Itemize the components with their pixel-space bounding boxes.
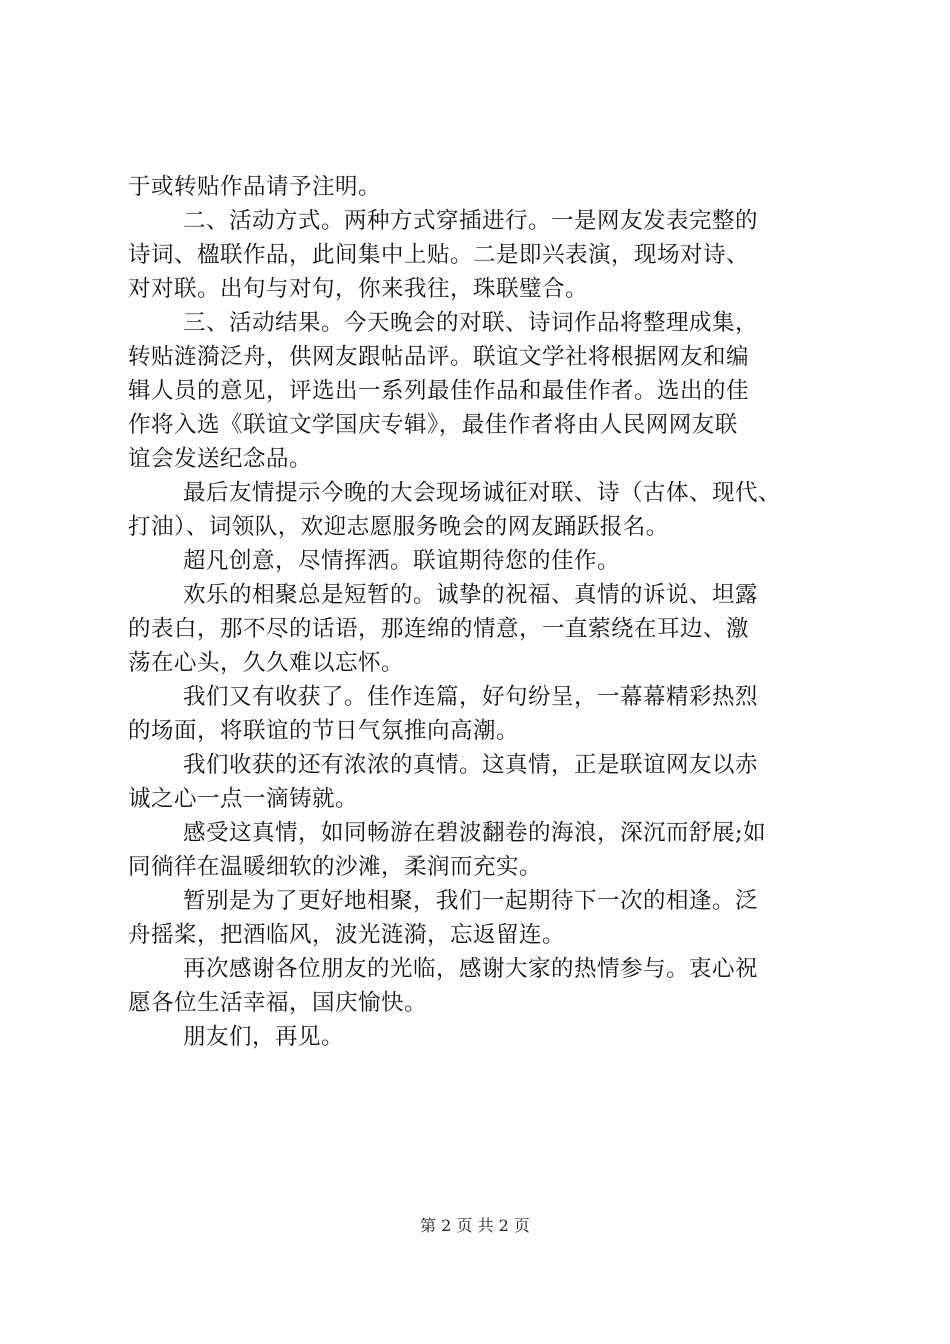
text-line: 最后友情提示今晚的大会现场诚征对联、诗（古体、现代、 — [183, 480, 782, 506]
text-line: 诚之心一点一滴铸就。 — [128, 786, 359, 812]
text-line: 超凡创意，尽情挥洒。联谊期待您的佳作。 — [183, 548, 621, 574]
text-line: 三、活动结果。今天晚会的对联、诗词作品将整理成集， — [183, 310, 759, 336]
text-line: 作将入选《联谊文学国庆专辑》，最佳作者将由人民网网友联 — [128, 412, 738, 438]
text-line: 我们收获的还有浓浓的真情。这真情，正是联谊网友以赤 — [183, 752, 759, 778]
text-line: 朋友们，再见。 — [183, 1024, 345, 1050]
text-line: 再次感谢各位朋友的光临，感谢大家的热情参与。衷心祝 — [183, 956, 759, 982]
text-line: 感受这真情，如同畅游在碧波翻卷的海浪，深沉而舒展;如 — [183, 820, 767, 846]
text-line: 同徜徉在温暖细软的沙滩，柔润而充实。 — [128, 854, 543, 880]
text-line: 愿各位生活幸福，国庆愉快。 — [128, 990, 428, 1016]
text-line: 打油）、词领队，欢迎志愿服务晚会的网友踊跃报名。 — [128, 514, 669, 540]
text-line: 荡在心头，久久难以忘怀。 — [128, 650, 405, 676]
text-line: 暂别是为了更好地相聚，我们一起期待下一次的相逢。泛 — [183, 888, 759, 914]
text-line: 转贴涟漪泛舟，供网友跟帖品评。联谊文学社将根据网友和编 — [128, 344, 750, 370]
text-line: 二、活动方式。两种方式穿插进行。一是网友发表完整的 — [183, 208, 759, 234]
text-line: 我们又有收获了。佳作连篇，好句纷呈，一幕幕精彩热烈 — [183, 684, 759, 710]
text-line: 辑人员的意见，评选出一系列最佳作品和最佳作者。选出的佳 — [128, 378, 750, 404]
document-body — [128, 170, 858, 1054]
text-line: 对对联。出句与对句，你来我往，珠联璧合。 — [128, 276, 589, 302]
text-line: 于或转贴作品请予注明。 — [128, 174, 382, 200]
text-line: 欢乐的相聚总是短暂的。诚挚的祝福、真情的诉说、坦露 — [183, 582, 759, 608]
text-line: 谊会发送纪念品。 — [128, 446, 313, 472]
text-line: 的表白，那不尽的话语，那连绵的情意，一直萦绕在耳边、激 — [128, 616, 750, 642]
page-footer: 第 2 页 共 2 页 — [420, 1216, 530, 1235]
text-line: 舟摇桨，把酒临风，波光涟漪，忘返留连。 — [128, 922, 566, 948]
text-line: 诗词、楹联作品，此间集中上贴。二是即兴表演，现场对诗、 — [128, 242, 750, 268]
text-line: 的场面，将联谊的节日气氛推向高潮。 — [128, 718, 520, 744]
